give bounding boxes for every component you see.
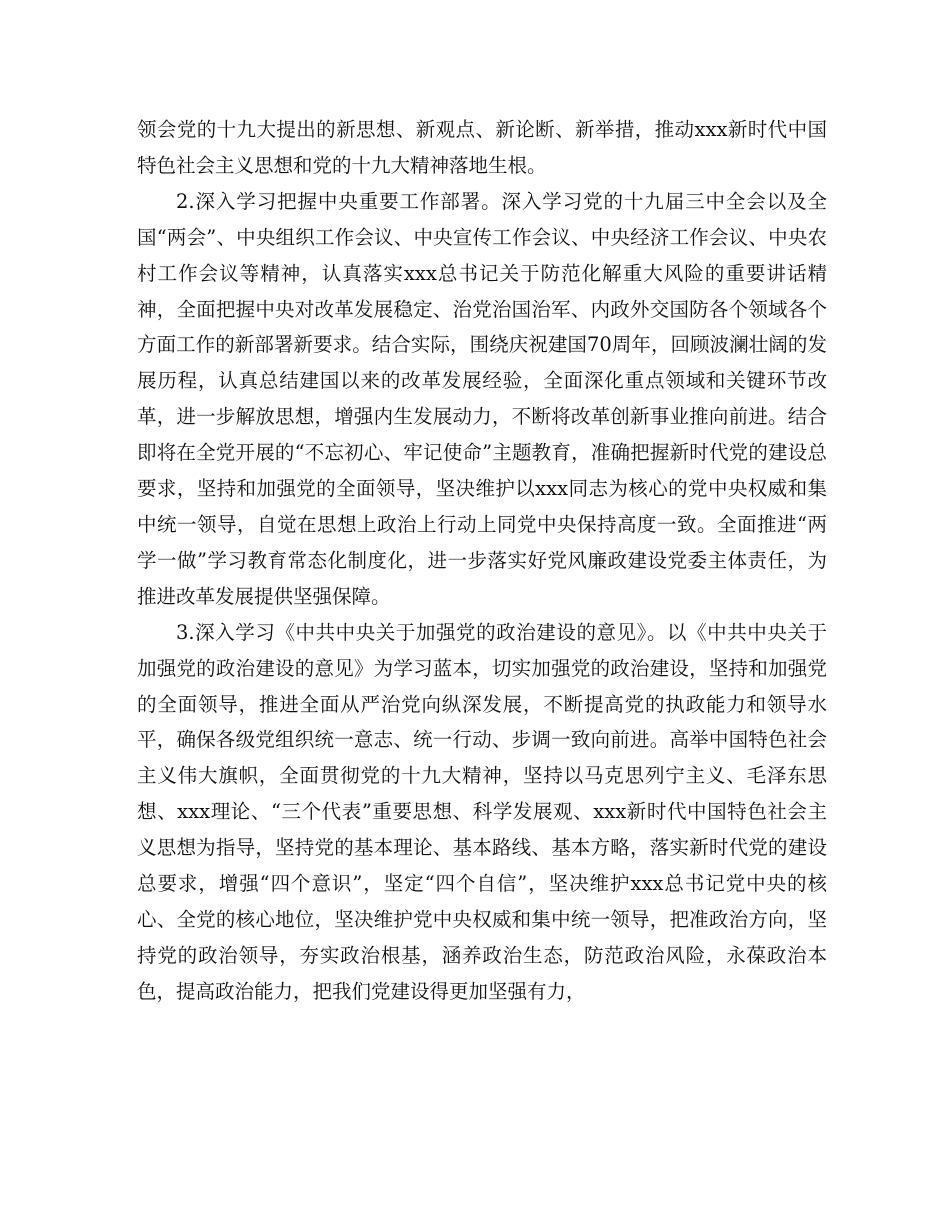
paragraph-item-3: 3.深入学习《中共中央关于加强党的政治建设的意见》。以《中共中央关于加强党的政治建设的意见》为学习蓝本，切实加强党的政治建设，坚持和加强党的全面领导，推进全面从严治党向纵深发展，不断提高党的执政能力和领导水平，确保各级党组织统一意志、统一行动、步调一致向前进。高举中国特色社会主义伟大旗帜，全面贯彻党的十九大精神，坚持以马克思列宁主义、毛泽东思想、xxx理论、“三个代表”重要思想、科学发展观、xxx新时代中国特色社会主义思想为指导，坚持党的基本理论、基本路线、基本方略，落实新时代党的建设总要求，增强“四个意识”，坚定“四个自信”，坚决维护xxx总书记党中央的核心、全党的核心地位，坚决维护党中央权威和集中统一领导，把准政治方向，坚持党的政治领导，夯实政治根基，涵养政治生态，防范政治风险，永葆政治本色，提高政治能力，把我们党建设得更加坚强有力， [137, 620, 827, 1003]
document-body [137, 112, 827, 1010]
paragraph-item-2: 2.深入学习把握中央重要工作部署。深入学习党的十九届三中全会以及全国“两会”、中央组织工作会议、中央宣传工作会议、中央经济工作会议、中央农村工作会议等精神，认真落实xxx总书记关于防范化解重大风险的重要讲话精神，全面把握中央对改革发展稳定、治党治国治军、内政外交国防各个领域各个方面工作的新部署新要求。结合实际，围绕庆祝建国70周年，回顾波澜壮阔的发展历程，认真总结建国以来的改革发展经验，全面深化重点领域和关键环节改革，进一步解放思想，增强内生发展动力，不断将改革创新事业推向前进。结合即将在全党开展的“不忘初心、牢记使命”主题教育，准确把握新时代党的建设总要求，坚持和加强党的全面领导，坚决维护以xxx同志为核心的党中央权威和集中统一领导，自觉在思想上政治上行动上同党中央保持高度一致。全面推进“两学一做”学习教育常态化制度化，进一步落实好党风廉政建设党委主体责任，为推进改革发展提供坚强保障。 [137, 189, 827, 608]
paragraph-continuation: 领会党的十九大提出的新思想、新观点、新论断、新举措，推动xxx新时代中国特色社会主义思想和党的十九大精神落地生根。 [137, 118, 827, 177]
